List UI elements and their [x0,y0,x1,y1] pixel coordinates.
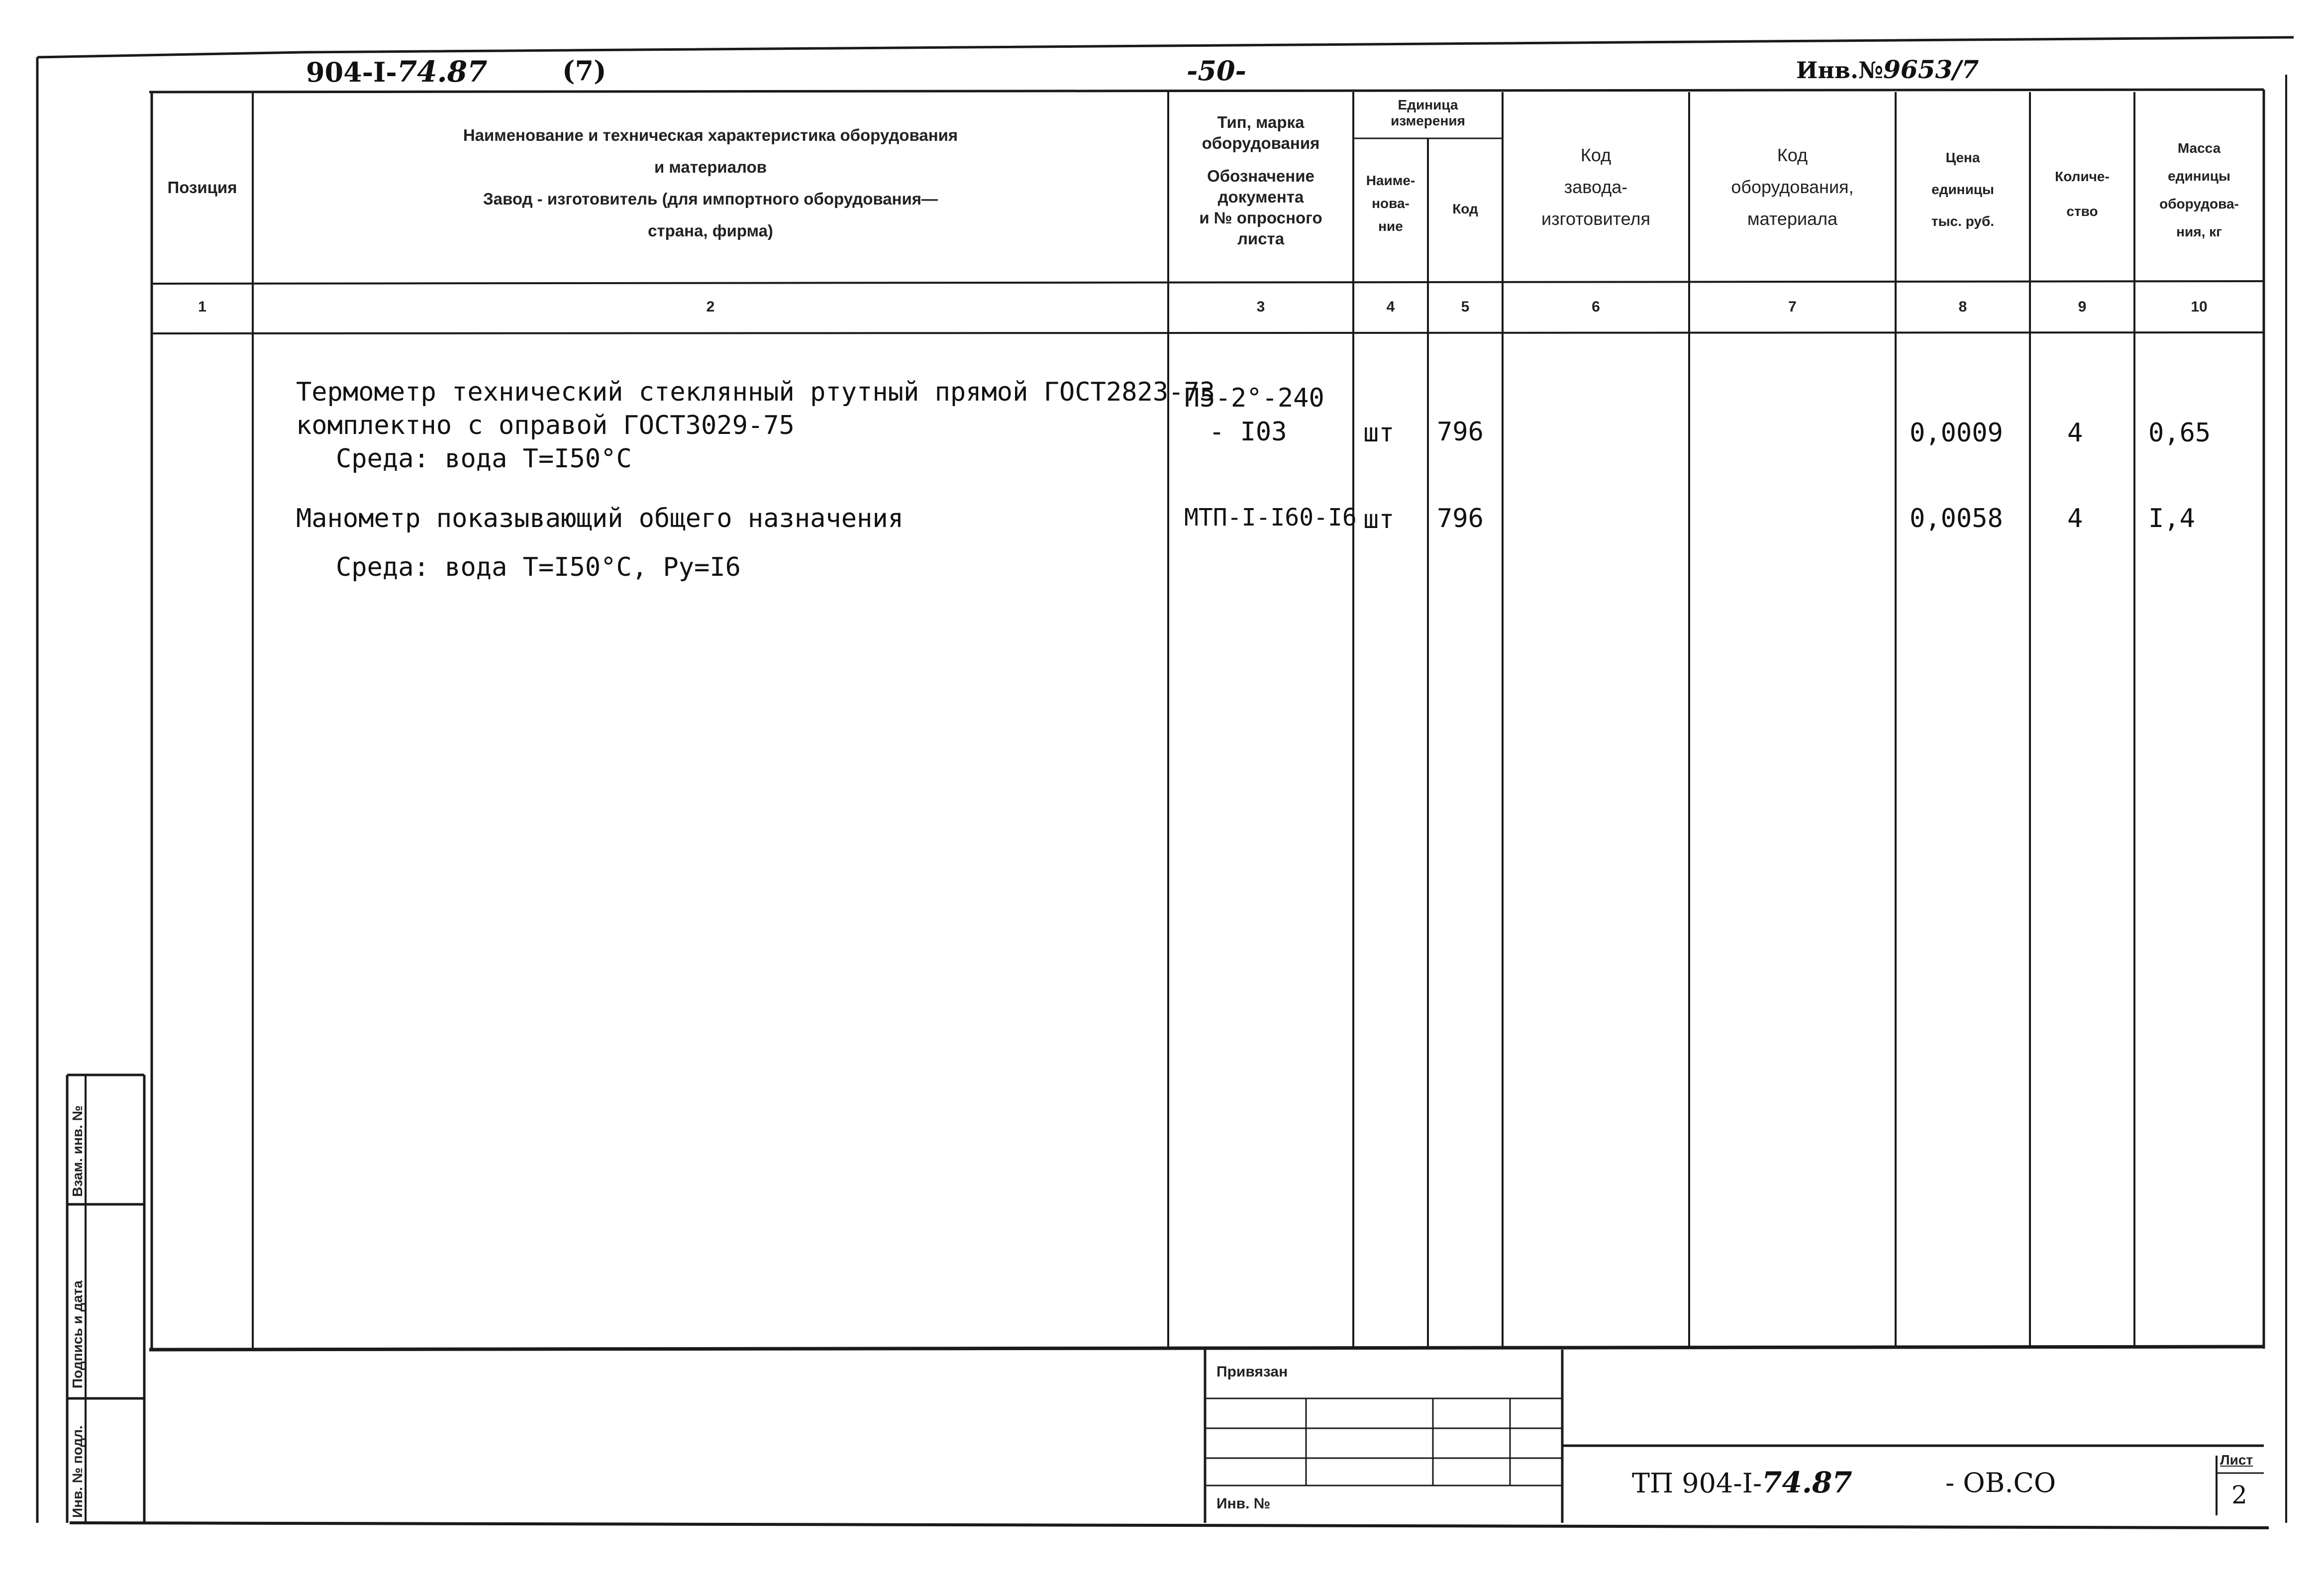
row2-unit: шт [1363,505,1395,534]
column-number-3: 3 [1256,299,1265,315]
column-number-2: 2 [706,299,715,315]
row2-name-line2: Среда: вода Т=I50°С, Ру=I6 [336,552,741,582]
header-price-line2: единицы [1931,182,1994,197]
header-quantity-line1: Количе- [2055,169,2110,184]
header-factory-code-line2: завода- [1564,177,1628,197]
header-type-line6: листа [1237,229,1285,248]
header-price [1896,142,2030,237]
header-type-line4: документа [1217,188,1304,206]
column-number-4: 4 [1386,299,1395,315]
stamp-inventory-label: Инв. № [1216,1495,1271,1512]
header-price-line3: тыс. руб. [1931,213,1995,229]
stamp-attached-label: Привязан [1216,1364,1288,1380]
header-position [152,174,253,201]
header-equipment-code-line1: Код [1777,145,1808,165]
side-label-signature-date: Подпись и дата [70,1280,85,1388]
header-equipment-code-line3: материала [1747,209,1838,229]
part-number: (7) [562,55,606,87]
header-unit-name [1353,169,1428,238]
row1-mass: 0,65 [2148,418,2211,448]
header-unit-code [1428,199,1503,219]
inventory-number [1796,55,1979,84]
header-type-line1: Тип, марка [1217,113,1305,131]
document-code [306,55,487,89]
row2-price: 0,0058 [1910,504,2003,533]
stamp-code-prefix: ТП 904-I- [1632,1468,1762,1499]
header-unit-name-line2: нова- [1372,196,1410,211]
header-equipment-code [1689,139,1896,235]
row1-type-line2: - I03 [1209,417,1287,447]
side-label-replacement-inv: Взам. инв. № [70,1105,85,1197]
side-label-original-inv: Инв. № подл. [70,1425,85,1518]
row1-name-line2: комплектно с оправой ГОСТ3029-75 [296,411,795,440]
stamp-code-suffix: - ОВ.СО [1945,1467,2056,1498]
header-type-line5: и № опросного [1199,209,1322,227]
header-name [253,119,1168,247]
header-name-line4: страна, фирма) [648,221,773,240]
stamp-code-handwritten: 74.87 [1762,1466,1852,1499]
header-price-line1: Цена [1945,150,1980,165]
document-code-printed: 904-I- [306,56,397,88]
row1-type-line1: П5-2°-240 [1184,383,1324,413]
stamp-document-code [1632,1466,1852,1499]
row2-name-line1: Манометр показывающий общего назначения [296,504,904,533]
header-mass [2134,134,2264,246]
header-quantity [2030,159,2134,229]
header-factory-code-line3: изготовителя [1541,209,1650,229]
header-unit-code-label: Код [1452,201,1478,216]
header-position-label: Позиция [167,178,237,197]
header-mass-line4: ния, кг [2176,224,2222,239]
header-name-line2: и материалов [654,158,767,176]
row1-unit-code: 796 [1437,417,1484,447]
column-number-1: 1 [198,299,206,315]
row1-quantity: 4 [2067,418,2083,448]
row1-name-line1: Термометр технический стеклянный ртутный прямой ГОСТ2823-73 [296,377,1215,407]
page-number: -50- [1187,55,1246,87]
header-mass-line3: оборудова- [2159,196,2239,212]
column-number-6: 6 [1592,299,1600,315]
column-number-10: 10 [2191,299,2208,315]
header-type-line3: Обозначение [1207,167,1314,185]
header-type [1168,112,1353,249]
header-name-line3: Завод - изготовитель (для импортного оборудования— [483,190,938,208]
row2-quantity: 4 [2067,504,2083,533]
row2-type: МТП-I-I60-I6 [1184,504,1357,531]
column-number-5: 5 [1461,299,1470,315]
column-number-7: 7 [1788,299,1797,315]
column-number-8: 8 [1958,299,1967,315]
header-unit-group-line1: Единица [1398,97,1458,112]
header-unit-group-line2: измерения [1391,113,1465,128]
column-number-9: 9 [2078,299,2087,315]
header-mass-line1: Масса [2177,140,2221,156]
header-factory-code [1503,139,1689,235]
row1-unit: шт [1363,418,1395,448]
header-unit-group [1353,97,1503,129]
stamp-sheet-label: Лист [2220,1452,2253,1468]
stamp-sheet-number: 2 [2231,1481,2247,1509]
row2-mass: I,4 [2148,504,2195,533]
document-code-handwritten: 74.87 [397,55,488,89]
header-factory-code-line1: Код [1580,145,1612,165]
header-equipment-code-line2: оборудования, [1731,177,1854,197]
row2-unit-code: 796 [1437,504,1484,533]
header-mass-line2: единицы [2168,168,2230,184]
header-unit-name-line1: Наиме- [1366,173,1415,188]
inventory-label: Инв.№ [1796,57,1884,84]
row1-price: 0,0009 [1910,418,2003,448]
header-unit-name-line3: ние [1378,218,1403,234]
header-type-line2: оборудования [1202,134,1320,152]
row1-name-line3: Среда: вода Т=I50°С [336,444,632,474]
header-quantity-line2: ство [2066,204,2098,219]
inventory-handwritten: 9653/7 [1883,55,1979,84]
header-name-line1: Наименование и техническая характеристика оборудования [463,126,958,144]
